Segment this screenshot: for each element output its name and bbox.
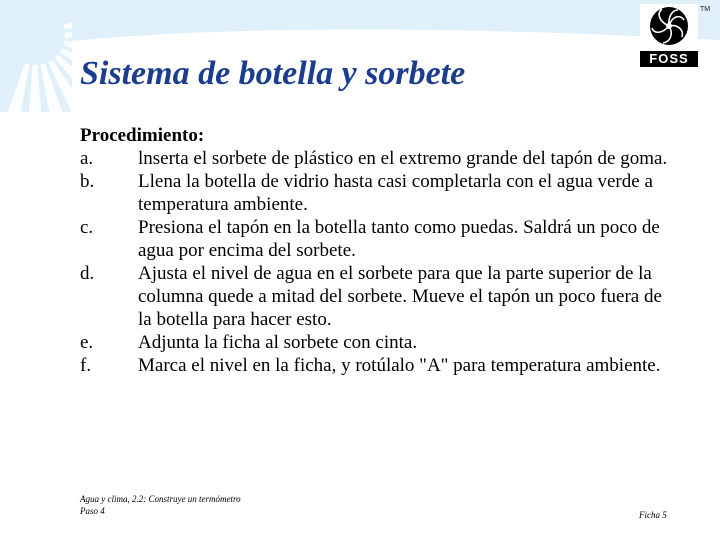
- step-text: lnserta el sorbete de plástico en el extremo grande del tapón de goma.: [138, 148, 668, 169]
- footer-page-label: Ficha 5: [639, 510, 667, 520]
- header-arc-decoration: [0, 0, 720, 42]
- page-title: Sistema de botella y sorbete: [80, 55, 466, 92]
- step-letter: b.: [80, 171, 95, 192]
- sunburst-decoration: [0, 0, 72, 112]
- procedure-step: [80, 331, 680, 354]
- step-letter: d.: [80, 263, 95, 284]
- left-band: [0, 0, 72, 112]
- foss-logo: [640, 4, 698, 68]
- footer-step-line: Paso 4: [80, 506, 105, 516]
- header-band: [0, 0, 720, 42]
- procedure-step: [80, 216, 680, 262]
- step-letter: f.: [80, 355, 92, 376]
- step-text: Ajusta el nivel de agua en el sorbete para que la parte superior de la columna quede a mitad del sorbete. Mueve el tapón un poco fuera de la botella para hacer esto.: [138, 263, 662, 330]
- procedure-section: [80, 124, 680, 377]
- step-letter: e.: [80, 332, 94, 353]
- procedure-step: [80, 354, 680, 377]
- step-text: Marca el nivel en la ficha, y rotúlalo "A" para temperatura ambiente.: [138, 355, 661, 376]
- step-text: Presiona el tapón en la botella tanto como puedas. Saldrá un poco de agua por encima del sorbete.: [138, 217, 660, 261]
- logo-text: FOSS: [640, 51, 698, 67]
- footer-source: [80, 493, 241, 517]
- trademark-mark: TM: [700, 6, 711, 13]
- foss-logo-icon: [640, 4, 698, 50]
- step-letter: a.: [80, 148, 94, 169]
- footer-course-line: Agua y clima, 2.2: Construye un termómetro: [80, 494, 241, 504]
- procedure-heading: Procedimiento:: [80, 125, 205, 146]
- step-text: Llena la botella de vidrio hasta casi completarla con el agua verde a temperatura ambiente.: [138, 171, 653, 215]
- procedure-step: [80, 147, 680, 170]
- procedure-step: [80, 170, 680, 216]
- step-letter: c.: [80, 217, 94, 238]
- step-text: Adjunta la ficha al sorbete con cinta.: [138, 332, 418, 353]
- procedure-step: [80, 262, 680, 331]
